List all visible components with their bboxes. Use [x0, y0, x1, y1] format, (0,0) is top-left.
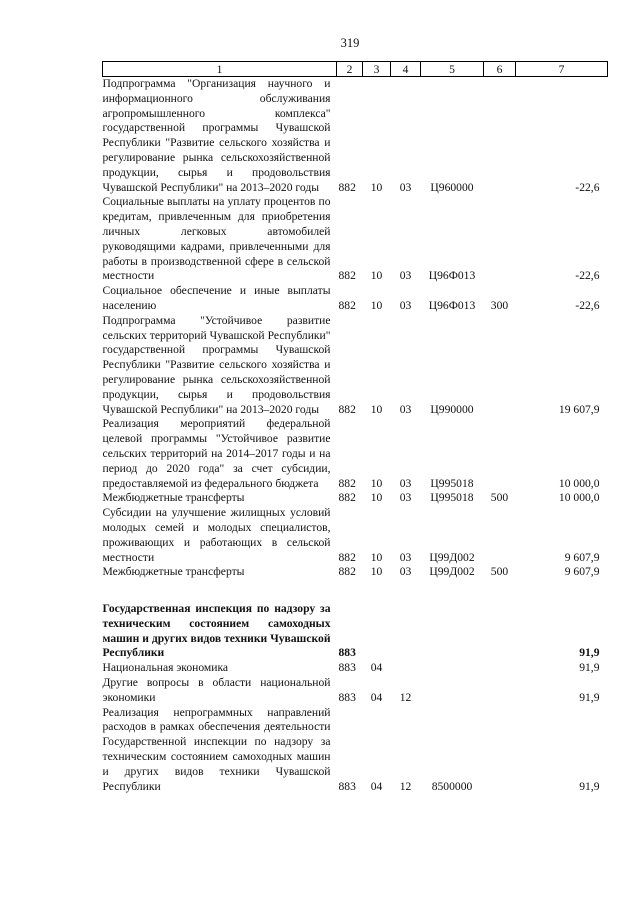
row-target-article: Ц990000 [430, 402, 474, 416]
row-section: 04 [370, 690, 383, 704]
table-row [103, 706, 608, 795]
header-cell-7: 7 [516, 62, 608, 77]
table-row [103, 284, 608, 314]
table-row [103, 565, 608, 580]
row-grbs: 883 [338, 779, 356, 793]
row-amount: -22,6 [575, 269, 600, 283]
row-subsection: 03 [399, 491, 412, 505]
row-target-article: Ц99Д002 [429, 565, 475, 579]
row-subsection: 03 [399, 565, 412, 579]
header-cell-4: 4 [391, 62, 421, 77]
header-cell-3: 3 [363, 62, 391, 77]
row-description: Подпрограмма "Организация научного и информационного обслуживания агропромышленного комплекса" государственной программы Чувашской Республики "Развитие сельского хозяйства и регулирование рынка сельскохозяйственной продукции, сырья и продовольствия Чувашской Республики" на 2013–2020 годы [102, 77, 331, 194]
row-description: Подпрограмма "Устойчивое развитие сельских территорий Чувашской Республики" государственной программы Чувашской Республики "Развитие сельского хозяйства и регулирование рынка сельскохозяйственной продукции, сырья и продовольствия Чувашской Республики" на 2013–2020 годы [102, 313, 331, 416]
table-row [103, 602, 608, 661]
row-amount: 10 000,0 [558, 491, 600, 505]
table-row [103, 195, 608, 284]
table-row [103, 314, 608, 418]
row-expense-type [484, 195, 516, 284]
row-amount: 9 607,9 [564, 565, 600, 579]
row-section: 04 [370, 779, 383, 793]
table-body [103, 77, 608, 795]
row-grbs: 882 [338, 269, 356, 283]
row-description: Другие вопросы в области национальной экономики [102, 676, 331, 704]
row-section: 10 [370, 180, 383, 194]
table-row [103, 506, 608, 565]
row-description: Реализация мероприятий федеральной целевой программы "Устойчивое развитие сельских территорий на 2014–2017 годы и на период до 2020 года" за счет субсидии, предоставляемой из федерального бюджета [102, 417, 331, 490]
row-expense-type [484, 676, 516, 706]
row-description: Межбюджетные трансферты [102, 565, 245, 579]
row-expense-type [484, 314, 516, 418]
row-description: Социальные выплаты на уплату процентов по кредитам, привлеченным для приобретения личных легковых автомобилей руководящими кадрами, привлеченными для работы в производственной сфере в сельской местности [102, 195, 331, 283]
row-target-article: 8500000 [431, 779, 473, 793]
spacer-row [103, 580, 608, 602]
row-grbs: 882 [338, 565, 356, 579]
row-grbs: 883 [338, 690, 356, 704]
header-cell-6: 6 [484, 62, 516, 77]
header-cell-1: 1 [103, 62, 337, 77]
row-section: 10 [370, 476, 383, 490]
row-grbs: 882 [338, 402, 356, 416]
header-cell-5: 5 [421, 62, 484, 77]
row-description: Реализация непрограммных направлений расходов в рамках обеспечения деятельности Государственной инспекции по надзору за техническим состоянием самоходных машин и других видов техники Чувашской Республики [102, 705, 331, 793]
row-grbs: 882 [338, 550, 356, 564]
row-target-article [421, 602, 484, 661]
row-subsection: 03 [399, 476, 412, 490]
row-grbs: 882 [338, 298, 356, 312]
row-expense-type [484, 417, 516, 491]
header-cell-2: 2 [337, 62, 363, 77]
row-subsection: 03 [399, 298, 412, 312]
row-target-article [421, 661, 484, 676]
row-grbs: 883 [338, 661, 356, 675]
row-description: Государственная инспекция по надзору за техническим состоянием самоходных машин и других видов техники Чувашской Республики [102, 602, 331, 660]
row-expense-type [484, 661, 516, 676]
row-amount: -22,6 [575, 298, 600, 312]
row-target-article: Ц995018 [430, 491, 474, 505]
row-description: Межбюджетные трансферты [102, 491, 245, 505]
row-target-article: Ц99Д002 [429, 550, 475, 564]
row-amount: 91,9 [579, 646, 600, 660]
row-expense-type: 500 [490, 491, 509, 505]
row-subsection: 03 [399, 269, 412, 283]
row-description: Национальная экономика [102, 661, 229, 675]
spacer-cell [103, 580, 608, 602]
row-section: 10 [370, 491, 383, 505]
table-row [103, 676, 608, 706]
row-section: 10 [370, 269, 383, 283]
row-amount: 9 607,9 [564, 550, 600, 564]
row-amount: 91,9 [579, 779, 600, 793]
row-section [363, 602, 391, 661]
budget-table [102, 61, 608, 794]
row-section: 04 [370, 661, 383, 675]
row-amount: 10 000,0 [558, 476, 600, 490]
row-subsection: 03 [399, 402, 412, 416]
row-expense-type [484, 77, 516, 196]
row-grbs: 883 [338, 646, 356, 660]
table-header [103, 62, 608, 77]
row-section: 10 [370, 565, 383, 579]
row-target-article: Ц96Ф013 [428, 298, 476, 312]
row-subsection: 12 [399, 779, 412, 793]
row-section: 10 [370, 298, 383, 312]
row-section: 10 [370, 402, 383, 416]
row-expense-type: 300 [490, 298, 509, 312]
row-section: 10 [370, 550, 383, 564]
row-grbs: 882 [338, 180, 356, 194]
row-subsection: 03 [399, 180, 412, 194]
row-expense-type [484, 506, 516, 565]
table-row [103, 661, 608, 676]
row-amount: -22,6 [575, 180, 600, 194]
row-grbs: 882 [338, 476, 356, 490]
row-target-article [421, 676, 484, 706]
table-row [103, 417, 608, 491]
row-subsection [391, 661, 421, 676]
row-amount: 91,9 [579, 690, 600, 704]
row-target-article: Ц960000 [430, 180, 474, 194]
row-description: Субсидии на улучшение жилищных условий молодых семей и молодых специалистов, проживающих и работающих в сельской местности [102, 506, 331, 564]
row-subsection [391, 602, 421, 661]
row-expense-type: 500 [490, 565, 509, 579]
row-target-article: Ц995018 [430, 476, 474, 490]
row-target-article: Ц96Ф013 [428, 269, 476, 283]
header-row [103, 62, 608, 77]
row-amount: 19 607,9 [558, 402, 600, 416]
row-grbs: 882 [338, 491, 356, 505]
row-expense-type [484, 706, 516, 795]
table-row [103, 491, 608, 506]
page-number: 319 [340, 36, 360, 50]
row-amount: 91,9 [579, 661, 600, 675]
row-description: Социальное обеспечение и иные выплаты населению [102, 284, 331, 312]
row-subsection: 12 [399, 690, 412, 704]
row-expense-type [484, 602, 516, 661]
table-row [103, 77, 608, 196]
row-subsection: 03 [399, 550, 412, 564]
